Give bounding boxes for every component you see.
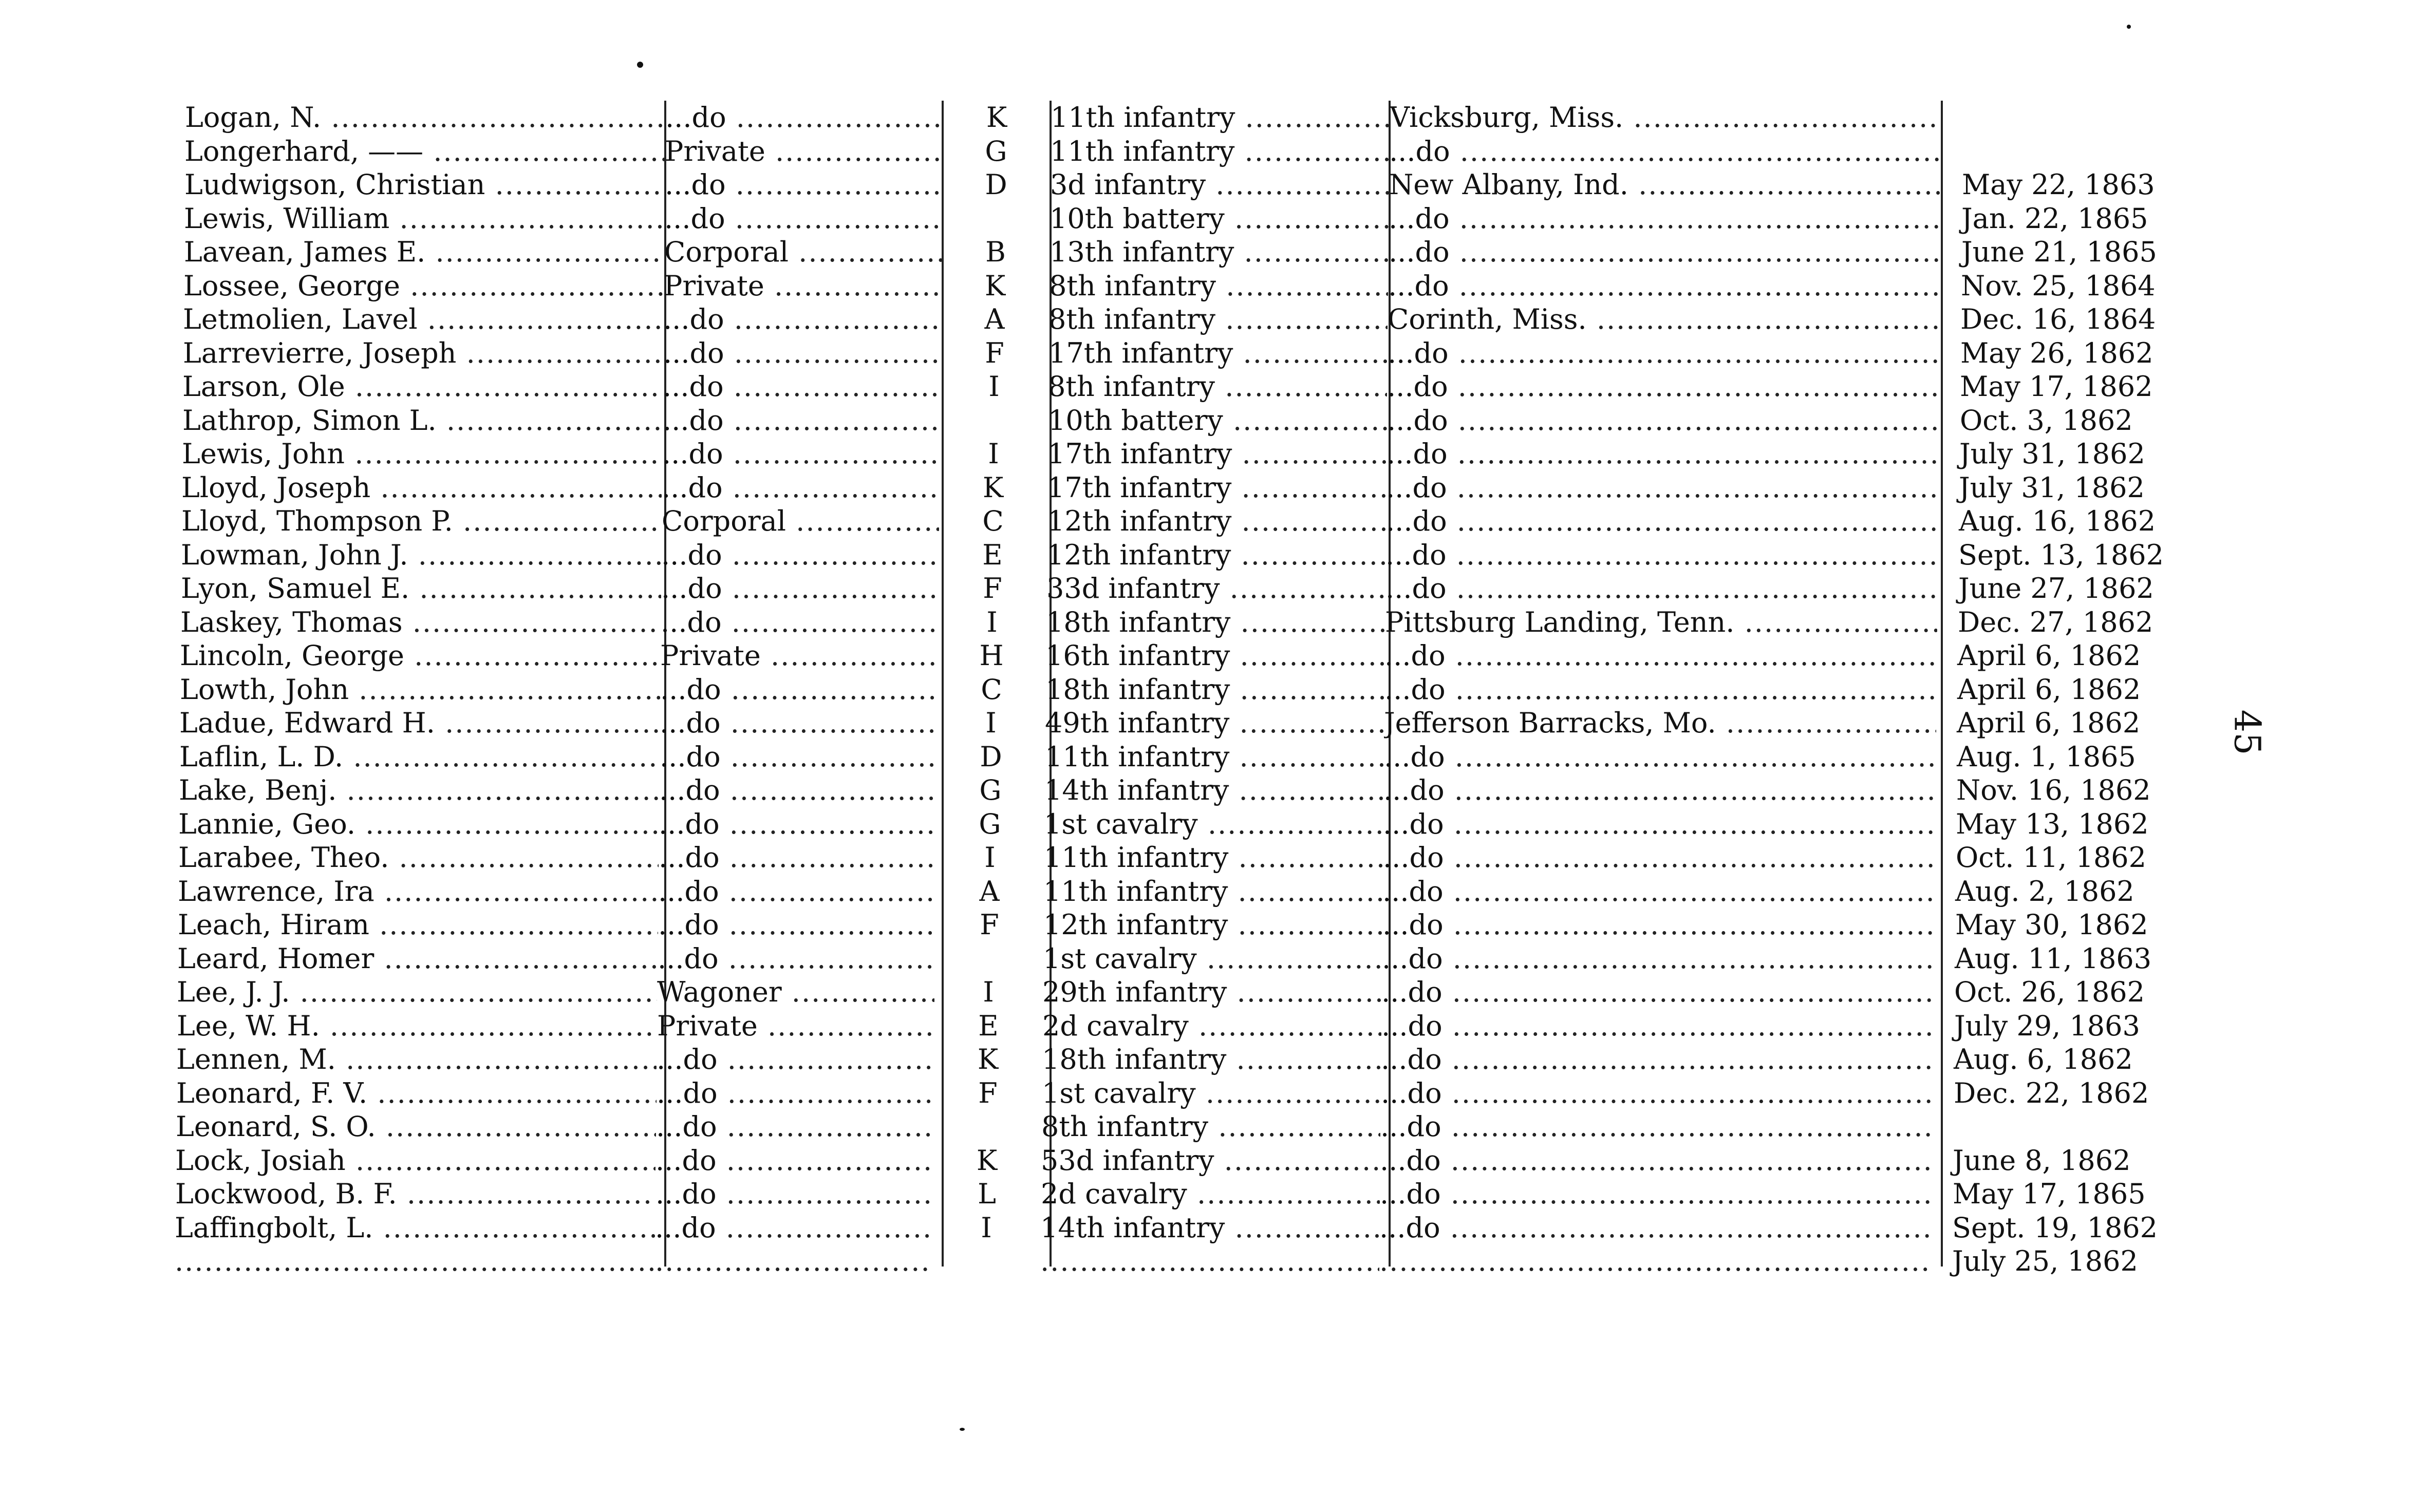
soldier-name [175, 1244, 655, 1278]
soldier-rank: ...do ..... [663, 303, 941, 336]
date-of-death: May 22, 1863 [1962, 168, 2155, 201]
place-of-death [1379, 1244, 1932, 1278]
place-of-death: ...do ..... [1379, 1211, 1932, 1245]
date-of-death: May 30, 1862 [1955, 909, 2148, 941]
soldier-rank: ...do ..... [661, 606, 938, 639]
soldier-rank: Private ..... [660, 639, 938, 673]
soldier-name: Lloyd, Joseph ..... [181, 471, 662, 505]
company-letter: E [982, 538, 1003, 571]
soldier-rank: ...do ..... [663, 370, 940, 404]
date-of-death: June 21, 1865 [1961, 236, 2157, 268]
place-of-death: ...do ..... [1380, 1144, 1932, 1178]
company-letter: K [976, 1144, 998, 1177]
table-row [181, 471, 2231, 505]
company-letter: D [980, 740, 1002, 773]
soldier-rank: ...do ..... [660, 673, 938, 707]
soldier-rank: ...do ..... [665, 168, 942, 202]
table-row [182, 404, 2232, 438]
regiment: 8th infantry ..... [1048, 303, 1388, 336]
regiment: 53d infantry ..... [1041, 1144, 1380, 1178]
table-row [181, 572, 2231, 606]
soldier-name: Laffingbolt, L. ..... [175, 1211, 655, 1245]
regiment: 18th infantry ..... [1042, 1043, 1381, 1076]
soldier-rank: ...do ..... [658, 875, 935, 909]
regiment: 1st cavalry ..... [1043, 942, 1382, 976]
table-row [177, 975, 2226, 1009]
soldier-name: Logan, N. ..... [185, 101, 665, 135]
roster-table [175, 101, 2235, 1278]
company-letter: I [986, 606, 998, 638]
date-of-death: June 8, 1862 [1953, 1144, 2131, 1177]
soldier-rank: ...do ..... [659, 773, 936, 807]
company-letter: D [985, 168, 1007, 201]
soldier-name: Lowman, John J. ..... [181, 538, 661, 572]
soldier-name: Larrevierre, Joseph ..... [183, 336, 663, 370]
table-row [178, 908, 2227, 942]
company-letter [932, 1244, 1040, 1278]
soldier-rank [655, 1244, 932, 1278]
company-letter: F [980, 909, 999, 941]
date-of-death: Dec. 22, 1862 [1954, 1076, 2149, 1109]
date-of-death: July 29, 1863 [1954, 1009, 2140, 1042]
soldier-rank: ...do ..... [662, 437, 940, 471]
regiment: 16th infantry ..... [1045, 639, 1384, 673]
table-row [176, 1043, 2226, 1076]
place-of-death: ...do ..... [1380, 1110, 1933, 1144]
regiment: 8th infantry ..... [1041, 1110, 1380, 1144]
company-letter: L [978, 1178, 996, 1210]
soldier-rank: ...do ..... [663, 404, 940, 438]
date-of-death: July 31, 1862 [1959, 438, 2145, 470]
soldier-name: Lannie, Geo. ..... [178, 807, 659, 841]
table-row [183, 336, 2233, 370]
regiment: 11th infantry ..... [1051, 101, 1390, 135]
place-of-death: ...do ..... [1383, 807, 1935, 841]
soldier-name: Lathrop, Simon L. ..... [182, 404, 663, 438]
date-of-death: Aug. 11, 1863 [1955, 942, 2152, 975]
company-letter: A [979, 875, 1000, 908]
company-letter: K [977, 1043, 999, 1075]
company-letter: H [979, 639, 1004, 672]
soldier-rank: Wagoner ..... [657, 975, 934, 1009]
soldier-name: Ludwigson, Christian ..... [184, 168, 665, 202]
place-of-death: ...do ..... [1384, 673, 1937, 707]
soldier-rank: ...do ..... [662, 471, 939, 505]
company-letter [935, 942, 1043, 976]
soldier-rank: Corporal ..... [664, 235, 942, 269]
soldier-name: Lennen, M. ..... [176, 1043, 657, 1076]
company-letter: I [983, 976, 994, 1008]
place-of-death: ...do ..... [1387, 437, 1939, 471]
soldier-rank: ...do ..... [655, 1211, 932, 1245]
soldier-rank: ...do ..... [657, 1076, 934, 1110]
regiment: 12th infantry ..... [1047, 504, 1386, 538]
regiment: 10th battery ..... [1050, 202, 1389, 236]
regiment: 2d cavalry ..... [1042, 1009, 1381, 1043]
date-of-death: April 6, 1862 [1957, 707, 2141, 739]
company-letter: K [984, 269, 1006, 302]
soldier-name: Lake, Benj. ..... [179, 773, 659, 807]
soldier-rank: Private ..... [665, 135, 942, 168]
soldier-name: Lawrence, Ira ..... [178, 875, 658, 909]
place-of-death: ...do ..... [1389, 202, 1941, 236]
soldier-name: Leard, Homer ..... [177, 942, 658, 976]
company-letter: G [979, 807, 1001, 840]
date-of-death: Sept. 19, 1862 [1952, 1211, 2158, 1244]
date-of-death: May 17, 1862 [1960, 370, 2153, 403]
soldier-name: Lincoln, George ..... [180, 639, 660, 673]
place-of-death: ...do ..... [1381, 1009, 1934, 1043]
table-row [181, 538, 2231, 572]
regiment: 33d infantry ..... [1046, 572, 1385, 606]
soldier-name: Lewis, William ..... [184, 202, 664, 236]
date-of-death: Sept. 13, 1862 [1958, 538, 2164, 571]
table-row [180, 606, 2230, 639]
table-row [179, 706, 2229, 740]
place-of-death: ...do ..... [1387, 404, 1939, 438]
company-letter [940, 404, 1048, 438]
soldier-rank: ...do ..... [658, 908, 935, 942]
table-row [175, 1144, 2225, 1178]
place-of-death: ...do ..... [1385, 538, 1938, 572]
place-of-death: Corinth, Miss. ..... [1388, 303, 1940, 336]
regiment: 11th infantry ..... [1043, 875, 1382, 909]
soldier-name: Leonard, F. V. ..... [176, 1076, 657, 1110]
table-row [178, 875, 2227, 909]
regiment: 18th infantry ..... [1045, 673, 1384, 707]
soldier-rank: ...do ..... [660, 740, 937, 774]
place-of-death: Vicksburg, Miss. ..... [1390, 101, 1942, 135]
regiment: 49th infantry ..... [1045, 706, 1384, 740]
soldier-rank: ...do ..... [661, 572, 939, 606]
table-row [184, 202, 2234, 236]
soldier-name: Laflin, L. D. ..... [179, 740, 660, 774]
table-row [176, 1076, 2226, 1110]
place-of-death: ...do ..... [1389, 135, 1941, 168]
table-row [175, 1244, 2224, 1278]
soldier-name: Ladue, Edward H. ..... [179, 706, 660, 740]
soldier-name: Lowth, John ..... [180, 673, 660, 707]
company-letter: F [978, 1076, 998, 1109]
place-of-death: ...do ..... [1386, 504, 1938, 538]
place-of-death: ...do ..... [1380, 1177, 1932, 1211]
date-of-death: May 17, 1865 [1953, 1178, 2146, 1210]
soldier-name: Lossee, George ..... [183, 269, 664, 303]
page-number: 45 [2226, 709, 2269, 755]
date-of-death: Aug. 6, 1862 [1954, 1043, 2133, 1075]
soldier-name: Larabee, Theo. ..... [178, 841, 659, 875]
date-of-death: April 6, 1862 [1957, 673, 2141, 706]
soldier-rank: ...do ..... [660, 706, 937, 740]
regiment: 2d cavalry ..... [1041, 1177, 1380, 1211]
table-row [183, 303, 2233, 336]
regiment: 17th infantry ..... [1047, 437, 1387, 471]
regiment: 1st cavalry ..... [1042, 1076, 1381, 1110]
date-of-death: Oct. 3, 1862 [1960, 404, 2133, 437]
date-of-death: Aug. 2, 1862 [1955, 875, 2134, 908]
company-letter: K [982, 471, 1004, 504]
soldier-name: Longerhard, —— ..... [184, 135, 665, 168]
date-of-death [1933, 1110, 2225, 1144]
regiment: 11th infantry ..... [1045, 740, 1384, 774]
regiment: 29th infantry ..... [1042, 975, 1381, 1009]
table-row [182, 370, 2232, 404]
table-row [179, 773, 2228, 807]
regiment: 12th infantry ..... [1043, 908, 1382, 942]
table-row [178, 807, 2228, 841]
soldier-name: Lavean, James E. ..... [184, 235, 664, 269]
company-letter: F [985, 336, 1004, 369]
ink-speck [2127, 25, 2131, 29]
table-row [178, 841, 2228, 875]
soldier-name: Lewis, John ..... [182, 437, 662, 471]
place-of-death: ...do ..... [1387, 370, 1939, 404]
company-letter: K [986, 101, 1007, 134]
table-row [176, 1110, 2225, 1144]
soldier-name: Leonard, S. O. ..... [176, 1110, 656, 1144]
company-letter: G [985, 135, 1007, 167]
place-of-death: Jefferson Barracks, Mo. ..... [1384, 706, 1936, 740]
regiment: 18th infantry ..... [1046, 606, 1385, 639]
date-of-death [1942, 101, 2235, 135]
soldier-rank: ...do ..... [663, 336, 941, 370]
company-letter: I [988, 438, 999, 470]
place-of-death: ...do ..... [1388, 336, 1940, 370]
soldier-rank: ...do ..... [664, 202, 942, 236]
company-letter: I [981, 1211, 992, 1244]
table-row [177, 942, 2227, 976]
date-of-death: Nov. 25, 1864 [1961, 269, 2156, 302]
company-letter [933, 1110, 1041, 1144]
company-letter [942, 202, 1050, 236]
soldier-rank: ...do ..... [658, 942, 935, 976]
table-row [184, 135, 2234, 168]
date-of-death: Dec. 16, 1864 [1960, 303, 2156, 335]
ink-speck [637, 62, 643, 68]
regiment: 11th infantry ..... [1044, 841, 1383, 875]
table-row [179, 740, 2229, 774]
table-row [180, 673, 2230, 707]
place-of-death: ...do ..... [1384, 639, 1937, 673]
place-of-death: ...do ..... [1382, 908, 1935, 942]
date-of-death: May 26, 1862 [1960, 336, 2153, 369]
soldier-name: Lee, J. J. ..... [177, 975, 657, 1009]
soldier-rank: ...do ..... [655, 1177, 933, 1211]
soldier-name: Lloyd, Thompson P. ..... [181, 504, 662, 538]
date-of-death: July 31, 1862 [1959, 471, 2145, 504]
company-letter: B [985, 236, 1006, 268]
date-of-death: June 27, 1862 [1958, 572, 2154, 604]
company-letter: I [985, 707, 997, 739]
date-of-death: Oct. 11, 1862 [1956, 841, 2147, 874]
soldier-rank: ...do ..... [665, 101, 943, 135]
place-of-death: ...do ..... [1381, 975, 1934, 1009]
regiment: 12th infantry ..... [1046, 538, 1385, 572]
soldier-rank: Private ..... [657, 1009, 934, 1043]
soldier-name: Lock, Josiah ..... [175, 1144, 655, 1178]
date-of-death: July 25, 1862 [1952, 1245, 2138, 1277]
place-of-death: ...do ..... [1385, 572, 1938, 606]
regiment: 14th infantry ..... [1044, 773, 1383, 807]
soldier-name: Lockwood, B. F. ..... [175, 1177, 655, 1211]
table-row [184, 235, 2234, 269]
regiment: 10th battery ..... [1048, 404, 1387, 438]
date-of-death: Dec. 27, 1862 [1958, 606, 2153, 638]
table-row [182, 437, 2232, 471]
soldier-rank: ...do ..... [655, 1144, 933, 1178]
regiment: 17th infantry ..... [1047, 471, 1386, 505]
soldier-name: Letmolien, Lavel ..... [183, 303, 663, 336]
company-letter: I [984, 841, 996, 874]
place-of-death: ...do ..... [1381, 1043, 1933, 1076]
place-of-death: ...do ..... [1382, 942, 1934, 976]
date-of-death: April 6, 1862 [1957, 639, 2141, 672]
regiment: 13th infantry ..... [1050, 235, 1389, 269]
company-letter: I [988, 370, 1000, 403]
regiment: 1st cavalry ..... [1044, 807, 1383, 841]
place-of-death: ...do ..... [1382, 875, 1935, 909]
regiment [1040, 1244, 1379, 1278]
regiment: 17th infantry ..... [1048, 336, 1388, 370]
date-of-death: May 13, 1862 [1956, 807, 2149, 840]
place-of-death: ...do ..... [1383, 841, 1935, 875]
date-of-death: Aug. 16, 1862 [1959, 505, 2156, 537]
table-row [185, 101, 2235, 135]
regiment: 3d infantry ..... [1050, 168, 1389, 202]
soldier-name: Lee, W. H. ..... [177, 1009, 657, 1043]
date-of-death: Oct. 26, 1862 [1954, 976, 2145, 1008]
place-of-death: ...do ..... [1383, 773, 1936, 807]
regiment: 11th infantry ..... [1050, 135, 1389, 168]
date-of-death [1941, 135, 2234, 168]
soldier-name: Lyon, Samuel E. ..... [181, 572, 661, 606]
place-of-death: ...do ..... [1386, 471, 1938, 505]
soldier-name: Laskey, Thomas ..... [180, 606, 661, 639]
soldier-rank: ...do ..... [659, 841, 936, 875]
table-row [175, 1211, 2224, 1245]
soldier-rank: ...do ..... [661, 538, 939, 572]
place-of-death: ...do ..... [1389, 235, 1941, 269]
soldier-rank: ...do ..... [659, 807, 936, 841]
company-letter: F [983, 572, 1002, 604]
date-of-death: Jan. 22, 1865 [1961, 202, 2148, 235]
soldier-name: Larson, Ole ..... [182, 370, 663, 404]
place-of-death: ...do ..... [1388, 269, 1940, 303]
place-of-death: ...do ..... [1384, 740, 1936, 774]
table-row [175, 1177, 2225, 1211]
regiment: 14th infantry ..... [1040, 1211, 1379, 1245]
table-row [180, 639, 2230, 673]
place-of-death: Pittsburg Landing, Tenn. ..... [1385, 606, 1937, 639]
table-row [184, 168, 2234, 202]
date-of-death: Aug. 1, 1865 [1957, 740, 2136, 773]
regiment: 8th infantry ..... [1049, 269, 1388, 303]
soldier-rank: ...do ..... [657, 1043, 934, 1076]
table-row [181, 504, 2231, 538]
company-letter: C [982, 505, 1004, 537]
soldier-name: Leach, Hiram ..... [178, 908, 658, 942]
company-letter: C [981, 673, 1002, 706]
table-row [183, 269, 2233, 303]
company-letter: E [978, 1009, 999, 1042]
table-row [177, 1009, 2226, 1043]
soldier-rank: Corporal ..... [662, 504, 939, 538]
company-letter: G [979, 774, 1002, 806]
place-of-death: ...do ..... [1381, 1076, 1933, 1110]
place-of-death: New Albany, Ind. ..... [1389, 168, 1941, 202]
company-letter: A [984, 303, 1005, 335]
regiment: 8th infantry ..... [1048, 370, 1387, 404]
soldier-rank: Private ..... [664, 269, 941, 303]
ink-speck [960, 1428, 965, 1431]
date-of-death: Nov. 16, 1862 [1956, 774, 2151, 806]
soldier-rank: ...do ..... [656, 1110, 933, 1144]
